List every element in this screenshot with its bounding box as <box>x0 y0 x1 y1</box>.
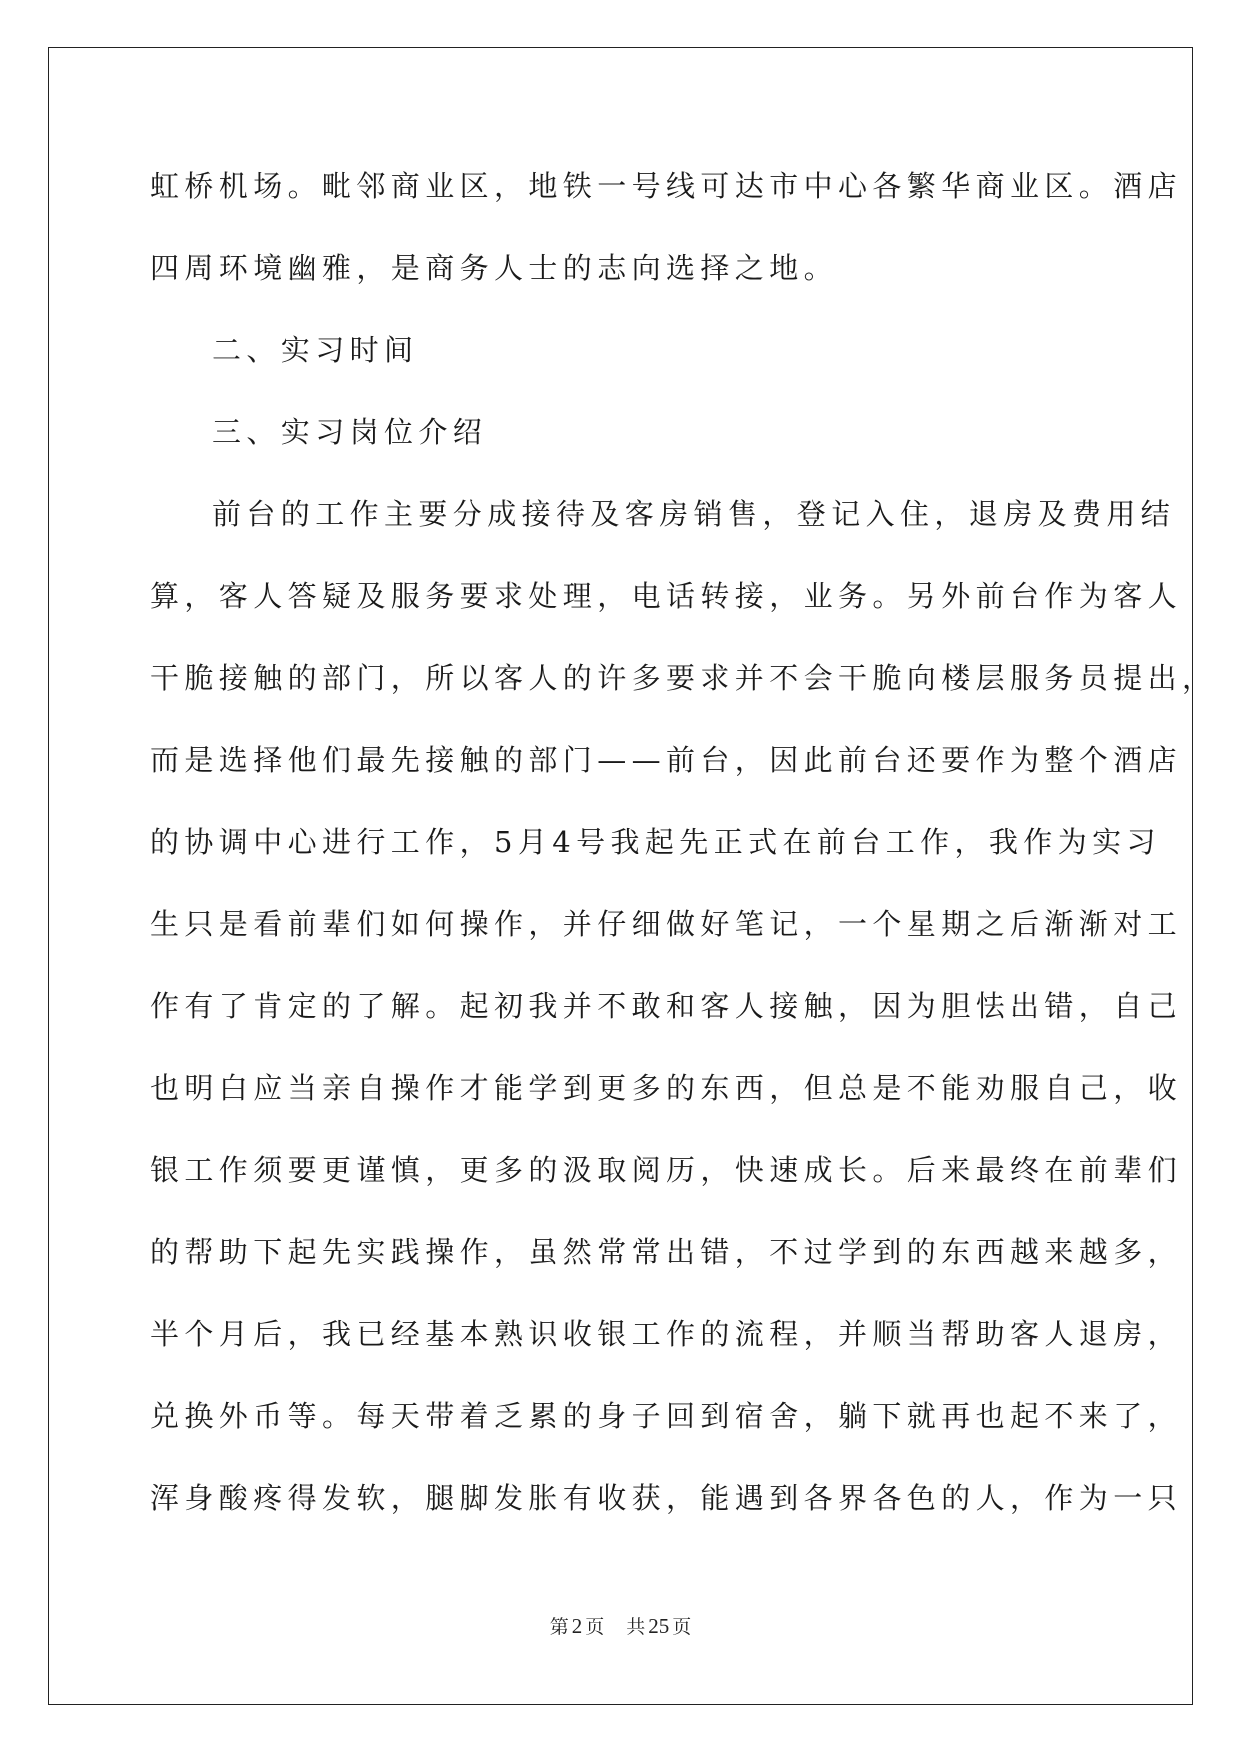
text-line: 银工作须要更谨慎，更多的汲取阅历，快速成长。后来最终在前辈们 <box>150 1153 1183 1187</box>
text-line: 前台的工作主要分成接待及客房销售，登记入住，退房及费用结 <box>212 497 1176 531</box>
page-suffix: 页 <box>585 1617 605 1638</box>
text-line: 浑身酸疼得发软，腿脚发胀有收获，能遇到各界各色的人，作为一只 <box>150 1481 1183 1515</box>
text-line: 作有了肯定的了解。起初我并不敢和客人接触，因为胆怯出错，自己 <box>150 989 1183 1023</box>
document-body <box>150 160 1217 1554</box>
page-total: 25 <box>648 1614 670 1638</box>
section-heading: 二、实习时间 <box>212 333 419 367</box>
text-line: 虹桥机场。毗邻商业区，地铁一号线可达市中心各繁华商业区。酒店 <box>150 169 1183 203</box>
text-line: 四周环境幽雅，是商务人士的志向选择之地。 <box>150 251 839 285</box>
text-line: 生只是看前辈们如何操作，并仔细做好笔记，一个星期之后渐渐对工 <box>150 907 1183 941</box>
page-footer <box>0 1612 1241 1639</box>
page-current: 2 <box>571 1614 583 1638</box>
text-line: 兑换外币等。每天带着乏累的身子回到宿舍，躺下就再也起不来了， <box>150 1399 1183 1433</box>
page-prefix: 第 <box>549 1617 569 1638</box>
total-prefix: 共 <box>626 1617 646 1638</box>
section-heading: 三、实习岗位介绍 <box>212 415 488 449</box>
total-suffix: 页 <box>672 1617 692 1638</box>
text-line: 干脆接触的部门，所以客人的许多要求并不会干脆向楼层服务员提出， <box>150 661 1217 695</box>
text-line: 的协调中心进行工作，5月4号我起先正式在前台工作，我作为实习 <box>150 825 1161 859</box>
text-line: 也明白应当亲自操作才能学到更多的东西，但总是不能劝服自己，收 <box>150 1071 1183 1105</box>
text-line: 半个月后，我已经基本熟识收银工作的流程，并顺当帮助客人退房， <box>150 1317 1183 1351</box>
text-line: 而是选择他们最先接触的部门——前台，因此前台还要作为整个酒店 <box>150 743 1183 777</box>
text-line: 算，客人答疑及服务要求处理，电话转接，业务。另外前台作为客人 <box>150 579 1183 613</box>
text-line: 的帮助下起先实践操作，虽然常常出错，不过学到的东西越来越多， <box>150 1235 1183 1269</box>
